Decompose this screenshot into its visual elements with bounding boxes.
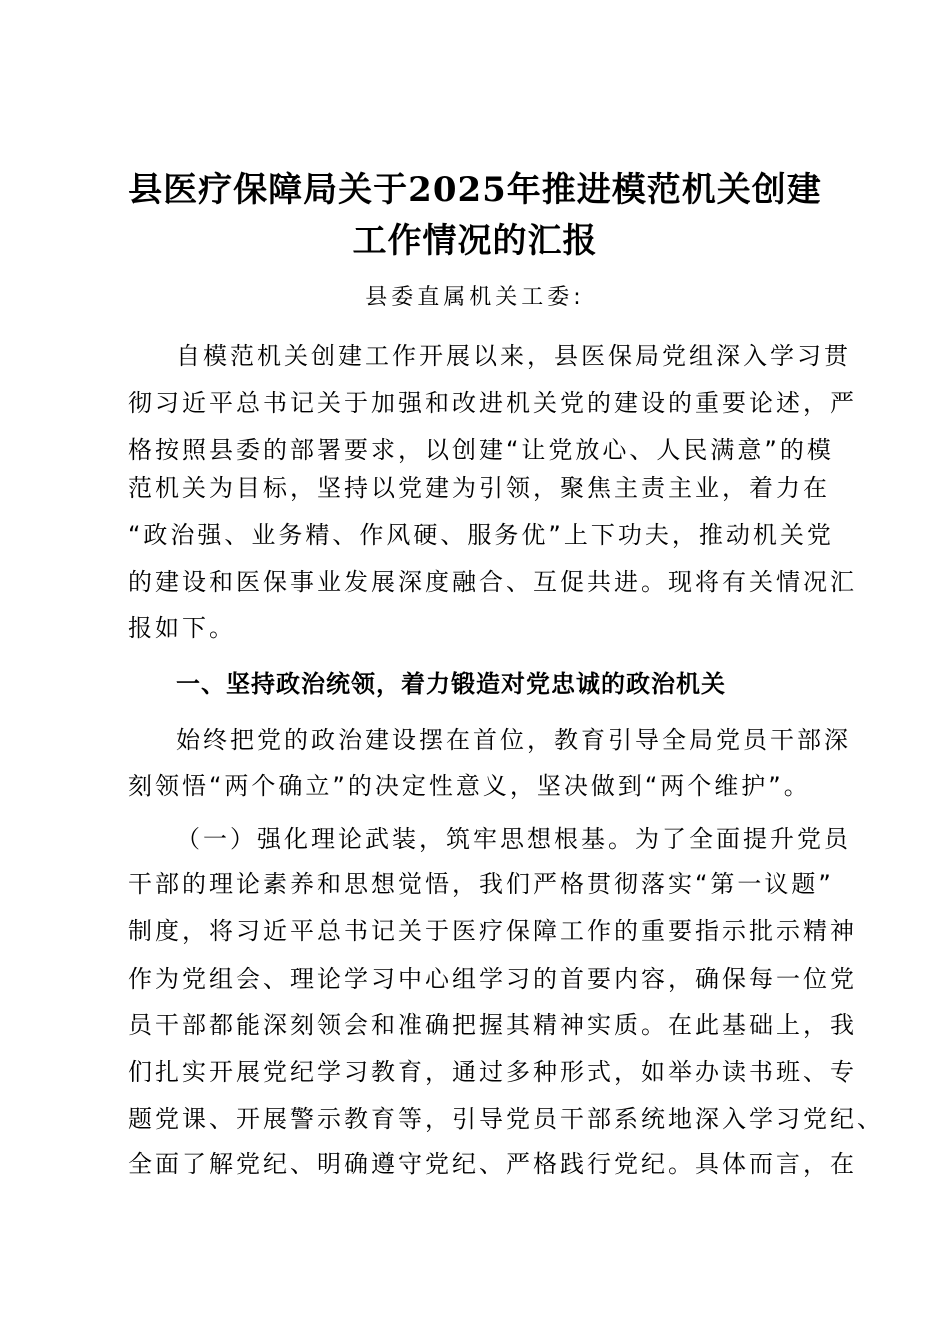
body-line: 彻习近平总书记关于加强和改进机关党的建设的重要论述，严 xyxy=(128,389,857,417)
body-line: 刻领悟“两个确立”的决定性意义，坚决做到“两个维护”。 xyxy=(128,772,811,800)
body-line: 干部的理论素养和思想觉悟，我们严格贯彻落实“第一议题” xyxy=(128,870,834,898)
body-line: （一）强化理论武装，筑牢思想根基。为了全面提升党员 xyxy=(176,825,851,853)
section-heading: 一、坚持政治统领，着力锻造对党忠诚的政治机关 xyxy=(176,670,726,698)
body-line: 制度，将习近平总书记关于医疗保障工作的重要指示批示精神 xyxy=(128,917,857,945)
document-title-line-2: 工作情况的汇报 xyxy=(352,221,598,261)
body-line: 员干部都能深刻领会和准确把握其精神实质。在此基础上，我 xyxy=(128,1011,857,1039)
body-line: 们扎实开展党纪学习教育，通过多种形式，如举办读书班、专 xyxy=(128,1058,857,1086)
body-line: 的建设和医保事业发展深度融合、互促共进。现将有关情况汇 xyxy=(128,568,857,596)
document-title-line-1: 县医疗保障局关于2025年推进模范机关创建 xyxy=(128,170,822,210)
body-line: 格按照县委的部署要求，以创建“让党放心、人民满意”的模 xyxy=(128,436,834,464)
body-line: 全面了解党纪、明确遵守党纪、严格践行党纪。具体而言，在 xyxy=(128,1150,857,1178)
body-line: 始终把党的政治建设摆在首位，教育引导全局党员干部深 xyxy=(176,726,851,754)
salutation: 县委直属机关工委: xyxy=(365,285,585,310)
body-line: 报如下。 xyxy=(128,614,236,642)
body-line: 作为党组会、理论学习中心组学习的首要内容，确保每一位党 xyxy=(128,965,857,993)
body-line: “政治强、业务精、作风硬、服务优”上下功夫，推动机关党 xyxy=(128,521,834,549)
body-line: 题党课、开展警示教育等，引导党员干部系统地深入学习党纪、 xyxy=(128,1105,884,1133)
body-line: 范机关为目标，坚持以党建为引领，聚焦主责主业，着力在 xyxy=(128,474,830,502)
body-line: 自模范机关创建工作开展以来，县医保局党组深入学习贯 xyxy=(176,342,851,370)
